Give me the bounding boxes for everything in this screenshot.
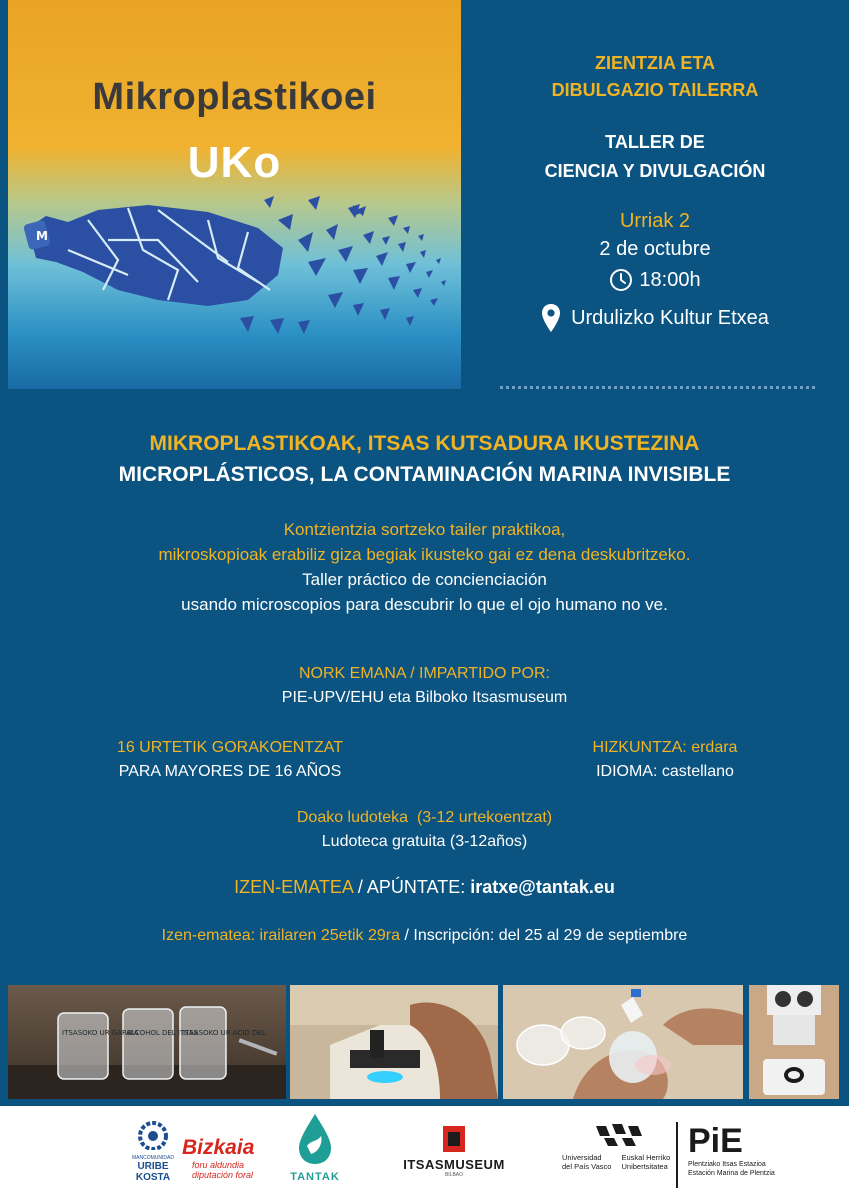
headline-es: MICROPLÁSTICOS, LA CONTAMINACIÓN MARINA INVISIBLE	[118, 463, 731, 486]
hero-title: Mikroplastikoei	[92, 76, 377, 118]
imparted-label: NORK EMANA / IMPARTIDO POR:	[299, 665, 550, 682]
language-eu-value: erdara	[691, 739, 738, 756]
registration-eu: Izen-ematea: irailaren 25etik 29ra	[161, 927, 401, 944]
imparted-by	[0, 662, 849, 710]
itsasmuseum-text: ITSASMUSEUM	[403, 1157, 505, 1172]
hero-subtitle: UKo	[187, 138, 282, 187]
dotted-divider	[500, 386, 815, 389]
registration-es: / Inscripción: del 25 al 29 de septiembre	[404, 927, 688, 944]
description-es-1: Taller práctico de concienciación	[302, 570, 547, 589]
header-line-2: DIBULGAZIO TAILERRA	[551, 80, 759, 100]
hero-image	[8, 0, 461, 389]
uribe-kosta-logo	[128, 1120, 178, 1190]
uribe-kosta-emblem-icon	[135, 1120, 171, 1150]
header-line-3: TALLER DE	[605, 132, 705, 152]
water-drop-icon	[295, 1112, 335, 1166]
event-time-text: 18:00h	[639, 269, 701, 291]
description-eu-1: Kontzientzia sortzeko tailer praktikoa,	[283, 520, 566, 539]
signup-email-link[interactable]: iratxe@tantak.eu	[470, 877, 615, 897]
itsasmuseum-emblem-icon	[443, 1126, 465, 1152]
upv-text	[562, 1153, 611, 1171]
photo-stereo-microscope	[749, 985, 839, 1099]
sponsor-footer	[0, 1106, 849, 1200]
bizkaia-sub-1: foru aldundia	[192, 1160, 245, 1170]
upv-ehu-text	[562, 1153, 672, 1171]
imparted-value: PIE-UPV/EHU eta Bilboko Itsasmuseum	[281, 689, 568, 706]
bizkaia-text: Bizkaia	[182, 1136, 255, 1159]
language-eu	[560, 736, 770, 760]
upv-ehu-emblem-icon	[592, 1122, 648, 1148]
signup-es: / APÚNTATE:	[357, 877, 466, 897]
location-pin-icon	[541, 303, 561, 333]
ehu-text	[621, 1153, 670, 1171]
jar-label-2: ALCOHOL DEL ITSAS	[126, 1029, 199, 1037]
registration-dates	[0, 924, 849, 948]
ludoteka-eu: Doako ludoteka (3-12 urtekoentzat)	[296, 809, 553, 826]
svg-text:M: M	[36, 229, 48, 243]
age-eu: 16 URTETIK GORAKOENTZAT	[116, 739, 344, 756]
event-time	[470, 264, 840, 296]
microscope-photo	[290, 985, 498, 1099]
itsasmuseum-sub: BILBAO	[444, 1172, 464, 1178]
jar-label-3: ITSASOKO UR ACID DEL	[183, 1029, 266, 1037]
pie-sub-1: Plentziako Itsas Estazioa	[688, 1161, 766, 1168]
jars-photo	[8, 985, 286, 1099]
clock-icon	[609, 268, 633, 292]
description-eu-2: mikroskopioak erabiliz giza begiak ikusteko gai ez dena deskubritzeko.	[158, 545, 691, 564]
signup	[0, 874, 849, 900]
upv-line-1: Universidad	[562, 1153, 602, 1162]
kosta-text: KOSTA	[135, 1172, 171, 1183]
bizkaia-logo	[182, 1136, 272, 1196]
signup-eu: IZEN-EMATEA	[234, 877, 353, 897]
event-location	[470, 302, 840, 334]
uribe-kosta-small: MANCOMUNIDAD	[132, 1155, 174, 1161]
language-info	[560, 736, 770, 784]
photo-microscope	[290, 985, 498, 1099]
event-location-text: Urdulizko Kultur Etxea	[571, 307, 769, 329]
ludoteka	[0, 806, 849, 854]
event-date-eu: Urriak 2	[619, 210, 690, 232]
event-date-es: 2 de octubre	[599, 238, 711, 260]
header-line-4: CIENCIA Y DIVULGACIÓN	[544, 161, 766, 181]
headline-eu: MIKROPLASTIKOAK, ITSAS KUTSADURA IKUSTEZINA	[149, 432, 700, 455]
description-es-2: usando microscopios para descubrir lo que el ojo humano no ve.	[181, 595, 668, 614]
age-es: PARA MAYORES DE 16 AÑOS	[118, 763, 342, 780]
language-es-label: IDIOMA:	[596, 763, 658, 780]
water-sample-photo	[503, 985, 743, 1099]
photo-jars	[8, 985, 286, 1099]
language-eu-label: HIZKUNTZA:	[592, 739, 687, 756]
uribe-text: URIBE	[137, 1161, 169, 1172]
headline	[0, 428, 849, 490]
header-line-1: ZIENTZIA ETA	[595, 53, 715, 73]
plastic-bottle-shatter-illustration	[8, 0, 461, 389]
ludoteka-es: Ludoteca gratuita (3-12años)	[321, 833, 528, 850]
description	[0, 517, 849, 617]
itsasmuseum-logo	[395, 1126, 513, 1188]
upv-line-2: del País Vasco	[562, 1162, 612, 1171]
age-info	[60, 736, 400, 784]
bizkaia-sub-2: diputación foral	[192, 1170, 254, 1180]
tantak-logo	[290, 1112, 340, 1194]
photo-water-sample	[503, 985, 743, 1099]
stereo-microscope-photo	[749, 985, 839, 1099]
language-es-value: castellano	[661, 763, 734, 780]
jar-label-1: ITSASOKO UR GARBIA	[62, 1029, 139, 1037]
pie-sub-2: Estación Marina de Plentzia	[688, 1170, 775, 1177]
pie-logo	[676, 1122, 796, 1188]
tantak-text: TANTAK	[290, 1171, 340, 1183]
event-info	[470, 50, 840, 334]
ehu-line-2: Unibertsitatea	[621, 1162, 668, 1171]
ehu-line-1: Euskal Herriko	[621, 1153, 671, 1162]
upv-ehu-logo	[562, 1122, 672, 1188]
pie-text: PiE	[688, 1122, 743, 1160]
language-es	[560, 760, 770, 784]
